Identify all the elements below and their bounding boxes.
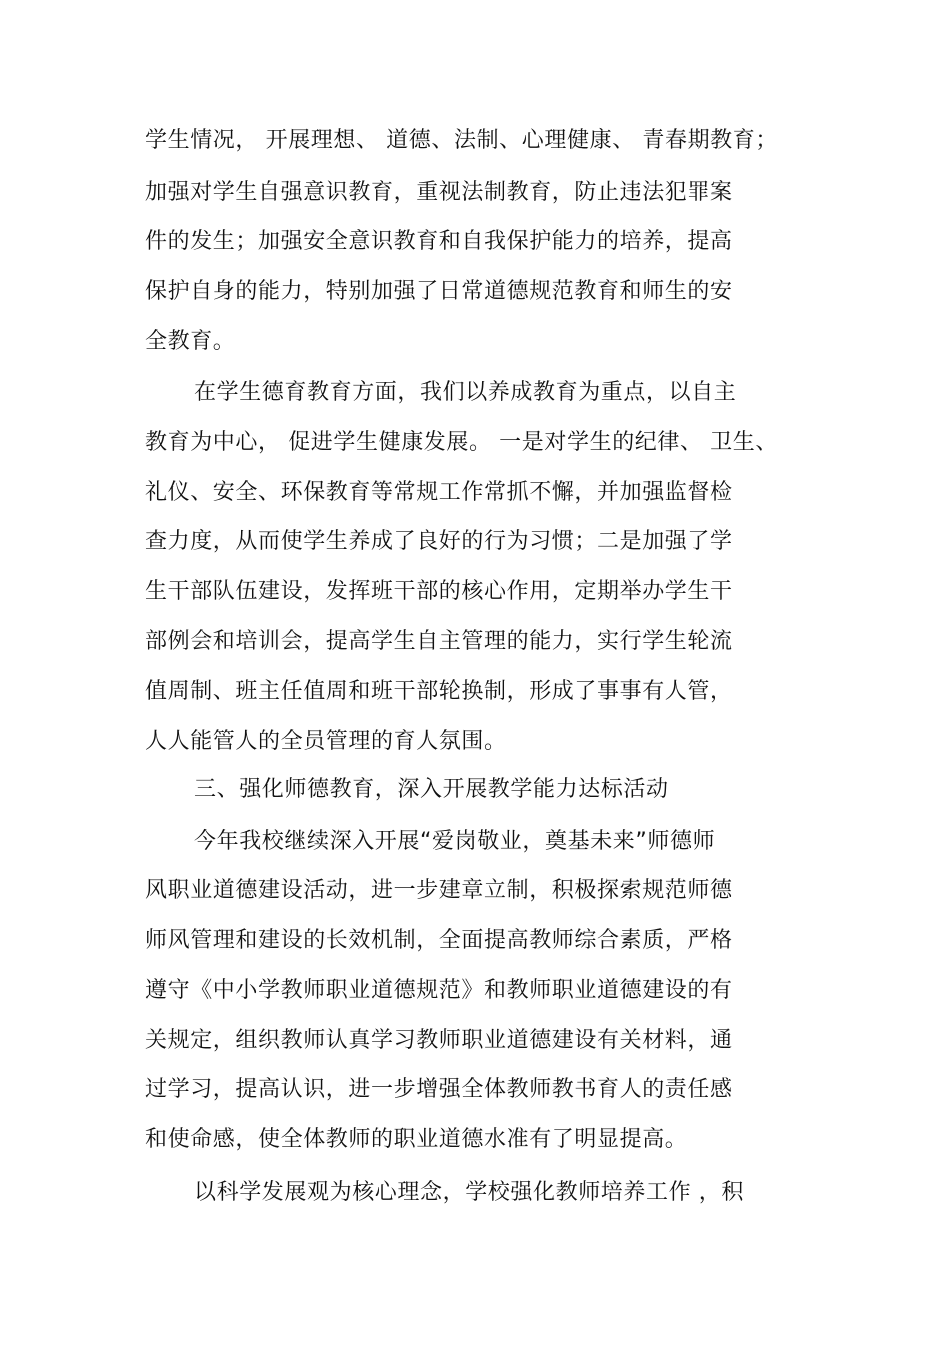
body-text-line: 部例会和培训会，提高学生自主管理的能力，实行学生轮流 — [145, 629, 733, 654]
body-text-line: 和使命感，使全体教师的职业道德水准有了明显提高。 — [145, 1127, 688, 1152]
body-text-line: 全教育。 — [145, 329, 236, 354]
paragraph-first-line: 以科学发展观为核心理念，学校强化教师培养工作 ，积 — [194, 1180, 744, 1205]
section-heading: 三、强化师德教育，深入开展教学能力达标活动 — [194, 777, 669, 802]
body-text-line: 教育为中心， 促进学生健康发展。 一是对学生的纪律、 卫生、 — [145, 430, 778, 455]
body-text-line: 过学习，提高认识，进一步增强全体教师教书育人的责任感 — [145, 1077, 733, 1102]
body-text-line: 加强对学生自强意识教育，重视法制教育，防止违法犯罪案 — [145, 180, 733, 205]
body-text-line: 关规定，组织教师认真学习教师职业道德建设有关材料，通 — [145, 1028, 733, 1053]
body-text-line: 风职业道德建设活动，进一步建章立制，积极探索规范师德 — [145, 878, 733, 903]
body-text-line: 师风管理和建设的长效机制，全面提高教师综合素质，严格 — [145, 928, 733, 953]
paragraph-first-line: 今年我校继续深入开展“爱岗敬业，奠基未来”师德师 — [194, 829, 716, 854]
body-text-line: 生干部队伍建设，发挥班干部的核心作用，定期举办学生干 — [145, 579, 733, 604]
body-text-line: 遵守《中小学教师职业道德规范》和教师职业道德建设的有 — [145, 978, 733, 1003]
paragraph-first-line: 在学生德育教育方面，我们以养成教育为重点，以自主 — [194, 380, 737, 405]
body-text-line: 保护自身的能力，特别加强了日常道德规范教育和师生的安 — [145, 279, 733, 304]
body-text-line: 学生情况， 开展理想、 道德、法制、心理健康、 青春期教育； — [145, 128, 778, 153]
body-text-line: 礼仪、安全、环保教育等常规工作常抓不懈，并加强监督检 — [145, 480, 733, 505]
body-text-line: 查力度，从而使学生养成了良好的行为习惯；二是加强了学 — [145, 529, 733, 554]
body-text-line: 人人能管人的全员管理的育人氛围。 — [145, 729, 507, 754]
body-text-line: 值周制、班主任值周和班干部轮换制，形成了事事有人管， — [145, 679, 733, 704]
body-text-line: 件的发生；加强安全意识教育和自我保护能力的培养，提高 — [145, 229, 733, 254]
